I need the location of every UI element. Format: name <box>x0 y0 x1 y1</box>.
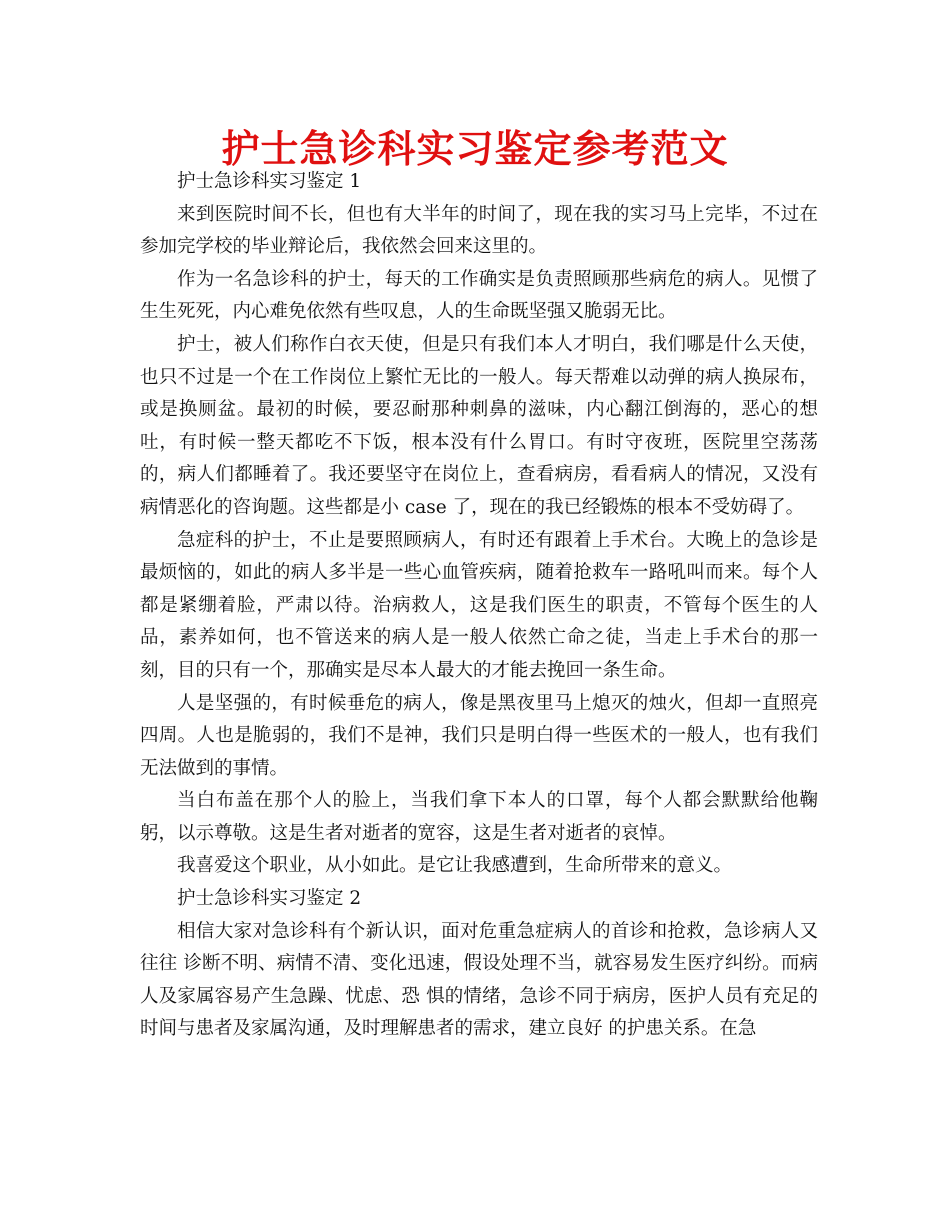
paragraph: 作为一名急诊科的护士，每天的工作确实是负责照顾那些病危的病人。见惯了生生死死，内心难免依然有些叹息，人的生命既坚强又脆弱无比。 <box>140 268 818 323</box>
paragraph: 护士，被人们称作白衣天使，但是只有我们本人才明白，我们哪是什么天使，也只不过是一个在工作岗位上繁忙无比的一般人。每天帮难以动弹的病人换尿布，或是换厕盆。最初的时候，要忍耐那种刺鼻的滋味，内心翻江倒海的，恶心的想吐，有时候一整天都吃不下饭，根本没有什么胃口。有时守夜班，医院里空荡荡的，病人们都睡着了。我还要坚守在岗位上，查看病房，看看病人的情况，又没有病情恶化的咨询题。这些都是小 case 了，现在的我已经锻炼的根本不受妨碍了。 <box>140 333 818 518</box>
document-title: 护士急诊科实习鉴定参考范文 <box>221 127 729 171</box>
paragraph: 当白布盖在那个人的脸上，当我们拿下本人的口罩，每个人都会默默给他鞠躬，以示尊敬。这是生者对逝者的宽容，这是生者对逝者的哀悼。 <box>140 790 818 844</box>
document-body <box>140 166 818 1046</box>
paragraph: 相信大家对急诊科有个新认识，面对危重急症病人的首诊和抢救，急诊病人又往往 诊断不明、病情不清、变化迅速，假设处理不当，就容易发生医疗纠纷。而病人及家属容易产生急躁、忧虑、恐 惧的情绪，急诊不同于病房，医护人员有充足的时间与患者及家属沟通，及时理解患者的需求，建立良好 的护患关系。在急 <box>140 920 818 1040</box>
section-heading-1: 护士急诊科实习鉴定 1 <box>177 171 362 192</box>
paragraph: 我喜爱这个职业，从小如此。是它让我感遭到，生命所带来的意义。 <box>177 855 733 877</box>
paragraph: 人是坚强的，有时候垂危的病人，像是黑夜里马上熄灭的烛火，但却一直照亮四周。人也是脆弱的，我们不是神，我们只是明白得一些医术的一般人，也有我们无法做到的事情。 <box>140 692 818 779</box>
paragraph: 来到医院时间不长，但也有大半年的时间了，现在我的实习马上完毕，不过在参加完学校的毕业辩论后，我依然会回来这里的。 <box>140 203 818 258</box>
section-heading-2: 护士急诊科实习鉴定 2 <box>177 888 362 910</box>
paragraph: 急症科的护士，不止是要照顾病人，有时还有跟着上手术台。大晚上的急诊是最烦恼的，如此的病人多半是一些心血管疾病，随着抢救车一路吼叫而来。每个人都是紧绷着脸，严肃以待。治病救人，这是我们医生的职责，不管每个医生的人品，素养如何，也不管送来的病人是一般人依然亡命之徒，当走上手术台的那一刻，目的只有一个，那确实是尽本人最大的才能去挽回一条生命。 <box>140 529 818 681</box>
